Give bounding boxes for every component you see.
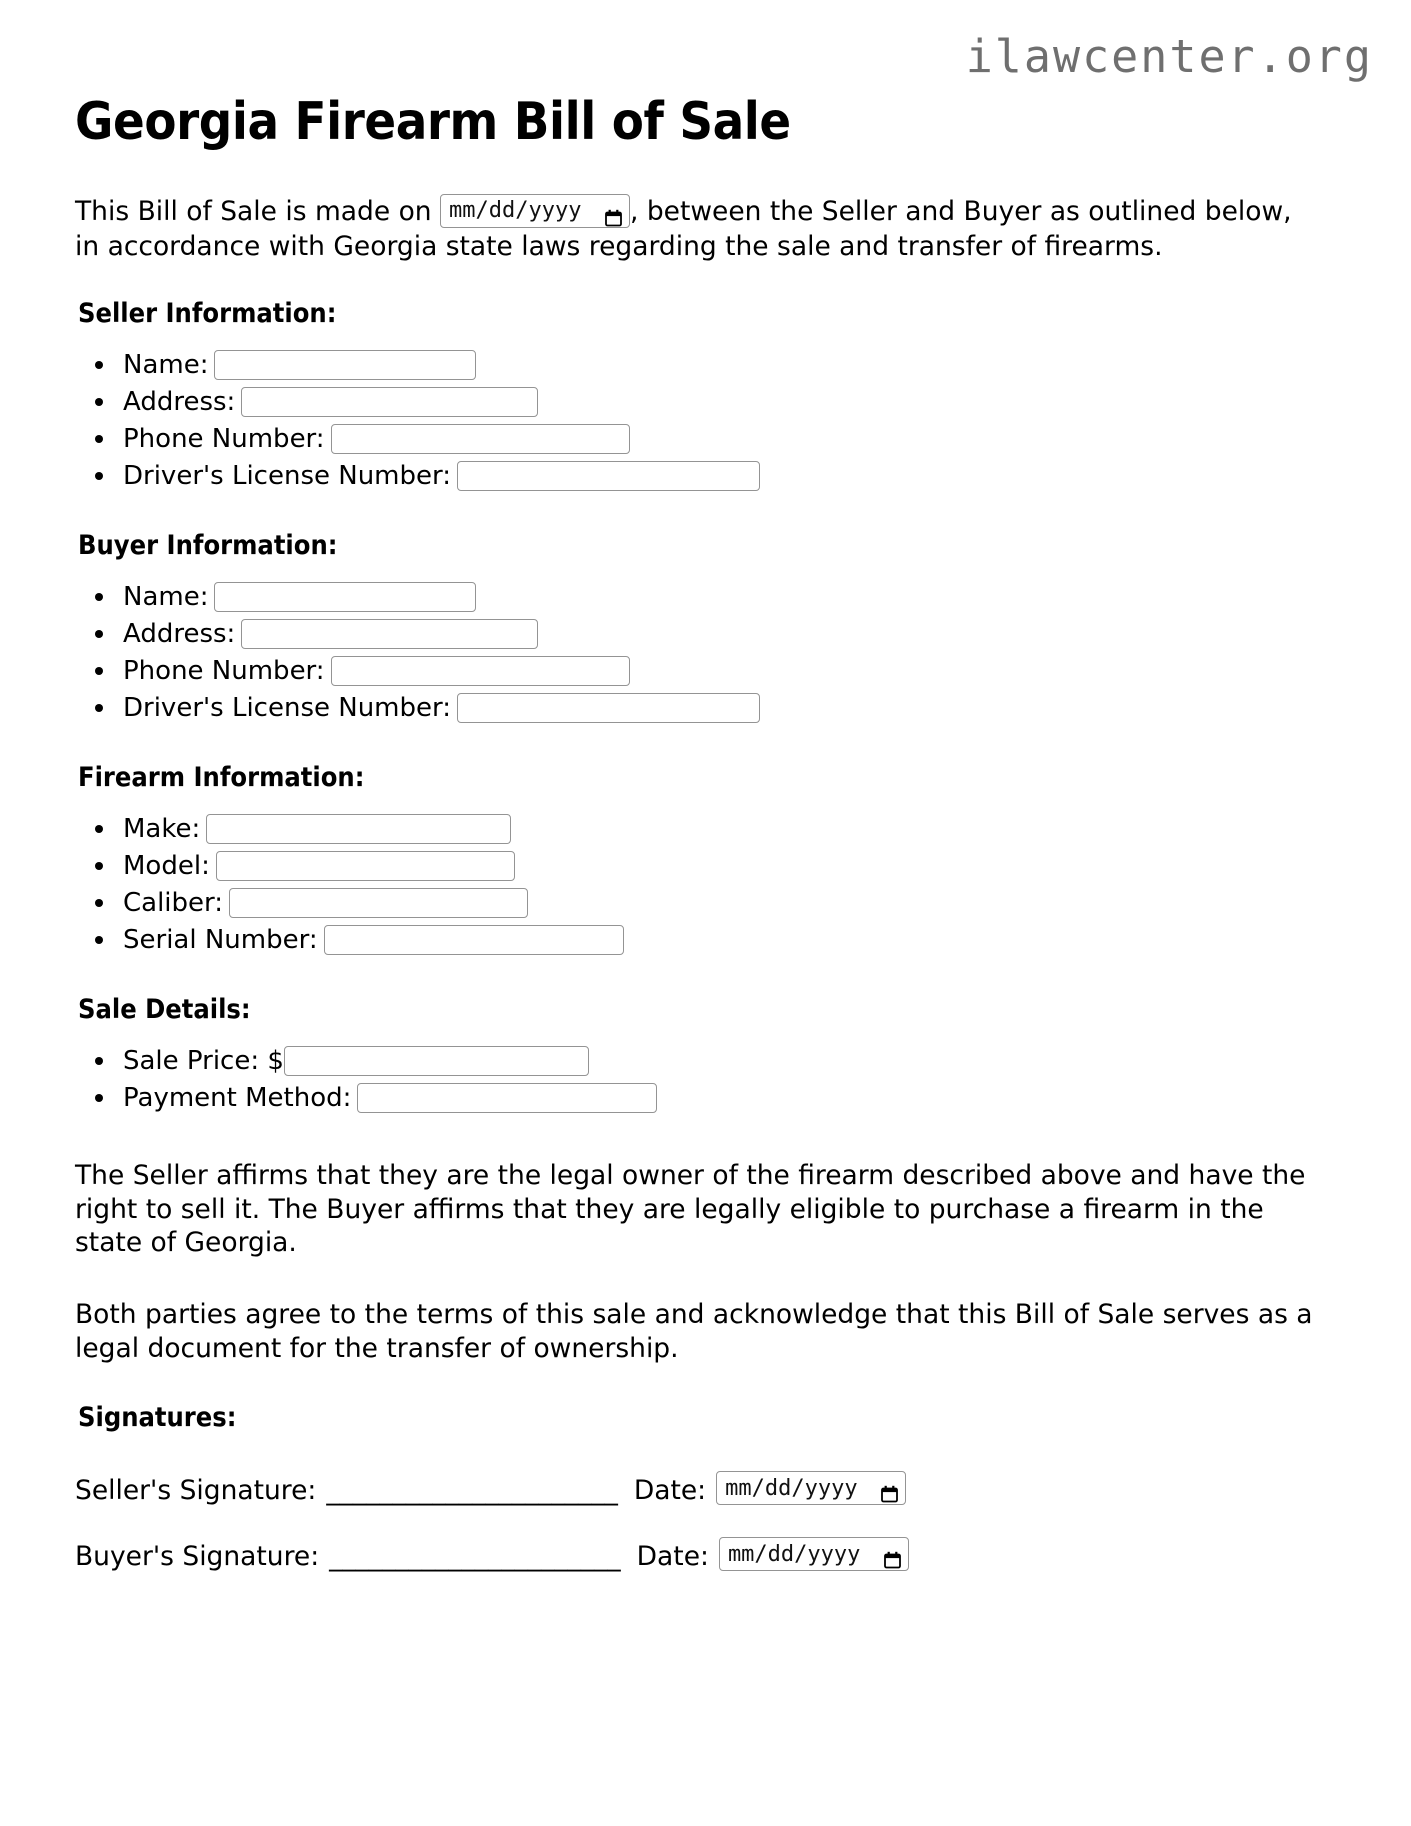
seller-field-list xyxy=(75,329,1336,495)
seller-signature-row xyxy=(75,1433,1336,1507)
bullet-icon xyxy=(95,361,103,369)
bullet-icon xyxy=(95,667,103,675)
field-label-seller-phone: Phone Number: xyxy=(123,424,325,455)
buyer-address-input[interactable] xyxy=(241,619,538,649)
list-item xyxy=(123,885,1336,922)
field-label-sale-price: Sale Price: $ xyxy=(123,1046,284,1077)
calendar-icon[interactable] xyxy=(881,1479,898,1497)
calendar-icon[interactable] xyxy=(884,1545,901,1563)
buyer-date-placeholder: mm/dd/yyyy xyxy=(727,1541,861,1567)
list-item xyxy=(123,579,1336,616)
field-label-buyer-address: Address: xyxy=(123,619,236,650)
section-heading-buyer: Buyer Information: xyxy=(78,529,338,561)
sale-price-input[interactable] xyxy=(284,1046,589,1076)
bullet-icon xyxy=(95,825,103,833)
agreement-paragraph: Both parties agree to the terms of this sale and acknowledge that this Bill of Sale serves as a legal document for the transfer of ownership. xyxy=(75,1299,1313,1365)
bullet-icon xyxy=(95,398,103,406)
buyer-date-input[interactable] xyxy=(719,1537,909,1571)
firearm-field-list xyxy=(75,793,1336,959)
field-label-payment-method: Payment Method: xyxy=(123,1083,352,1114)
payment-method-input[interactable] xyxy=(357,1083,657,1113)
list-item xyxy=(123,421,1336,458)
seller-date-input[interactable] xyxy=(716,1471,906,1505)
field-label-buyer-name: Name: xyxy=(123,582,209,613)
calendar-icon[interactable] xyxy=(605,202,622,220)
bullet-icon xyxy=(95,630,103,638)
sale-date-input[interactable] xyxy=(440,194,630,228)
buyer-license-input[interactable] xyxy=(457,693,760,723)
list-item xyxy=(123,690,1336,727)
list-item xyxy=(123,848,1336,885)
buyer-signature-row xyxy=(75,1507,1336,1573)
list-item xyxy=(123,653,1336,690)
seller-signature-label: Seller's Signature: xyxy=(75,1474,317,1506)
field-label-firearm-model: Model: xyxy=(123,851,210,882)
buyer-field-list xyxy=(75,561,1336,727)
bullet-icon xyxy=(95,593,103,601)
field-label-firearm-serial: Serial Number: xyxy=(123,925,318,956)
seller-license-input[interactable] xyxy=(457,461,760,491)
firearm-make-input[interactable] xyxy=(206,814,511,844)
field-label-buyer-phone: Phone Number: xyxy=(123,656,325,687)
list-item xyxy=(123,811,1336,848)
seller-signature-line[interactable]: ______________________ xyxy=(326,1474,618,1506)
intro-paragraph xyxy=(75,151,1320,263)
buyer-name-input[interactable] xyxy=(214,582,476,612)
firearm-caliber-input[interactable] xyxy=(229,888,528,918)
list-item xyxy=(123,922,1336,959)
field-label-seller-license: Driver's License Number: xyxy=(123,461,451,492)
affirmation-paragraph: The Seller affirms that they are the legal owner of the firearm described above and have the right to sell it. The Buyer affirms that they are legally eligible to purchase a firearm in the state of Georgia. xyxy=(75,1159,1306,1259)
seller-date-placeholder: mm/dd/yyyy xyxy=(725,1475,858,1501)
seller-date-label: Date: xyxy=(633,1474,707,1506)
list-item xyxy=(123,458,1336,495)
section-heading-seller: Seller Information: xyxy=(78,297,337,329)
site-watermark: ilawcenter.org xyxy=(965,30,1373,83)
bullet-icon xyxy=(95,936,103,944)
field-label-seller-address: Address: xyxy=(123,387,236,418)
section-heading-signatures: Signatures: xyxy=(78,1402,237,1434)
sale-date-placeholder: mm/dd/yyyy xyxy=(449,197,582,223)
list-item xyxy=(123,616,1336,653)
firearm-model-input[interactable] xyxy=(216,851,515,881)
field-label-firearm-make: Make: xyxy=(123,814,201,845)
list-item xyxy=(123,1043,1336,1080)
section-heading-firearm: Firearm Information: xyxy=(78,761,365,793)
intro-text-after: , between the Seller and Buyer as outlined below, in accordance with Georgia state laws regarding the sale and transfer of firearms. xyxy=(75,196,1292,262)
buyer-signature-label: Buyer's Signature: xyxy=(75,1540,320,1572)
seller-address-input[interactable] xyxy=(241,387,538,417)
intro-text-before: This Bill of Sale is made on xyxy=(75,196,441,228)
firearm-serial-input[interactable] xyxy=(324,925,624,955)
section-heading-sale: Sale Details: xyxy=(78,993,251,1025)
bullet-icon xyxy=(95,1094,103,1102)
bullet-icon xyxy=(95,435,103,443)
buyer-phone-input[interactable] xyxy=(331,656,630,686)
field-label-firearm-caliber: Caliber: xyxy=(123,888,224,919)
bullet-icon xyxy=(95,899,103,907)
list-item xyxy=(123,1080,1336,1117)
buyer-signature-line[interactable]: ______________________ xyxy=(329,1540,621,1572)
list-item xyxy=(123,347,1336,384)
seller-name-input[interactable] xyxy=(214,350,476,380)
field-label-seller-name: Name: xyxy=(123,350,209,381)
bullet-icon xyxy=(95,704,103,712)
bullet-icon xyxy=(95,472,103,480)
page-title: Georgia Firearm Bill of Sale xyxy=(75,92,791,152)
field-label-buyer-license: Driver's License Number: xyxy=(123,693,451,724)
bullet-icon xyxy=(95,1057,103,1065)
list-item xyxy=(123,384,1336,421)
bullet-icon xyxy=(95,862,103,870)
seller-phone-input[interactable] xyxy=(331,424,630,454)
buyer-date-label: Date: xyxy=(636,1540,709,1572)
sale-field-list xyxy=(75,1025,1336,1117)
